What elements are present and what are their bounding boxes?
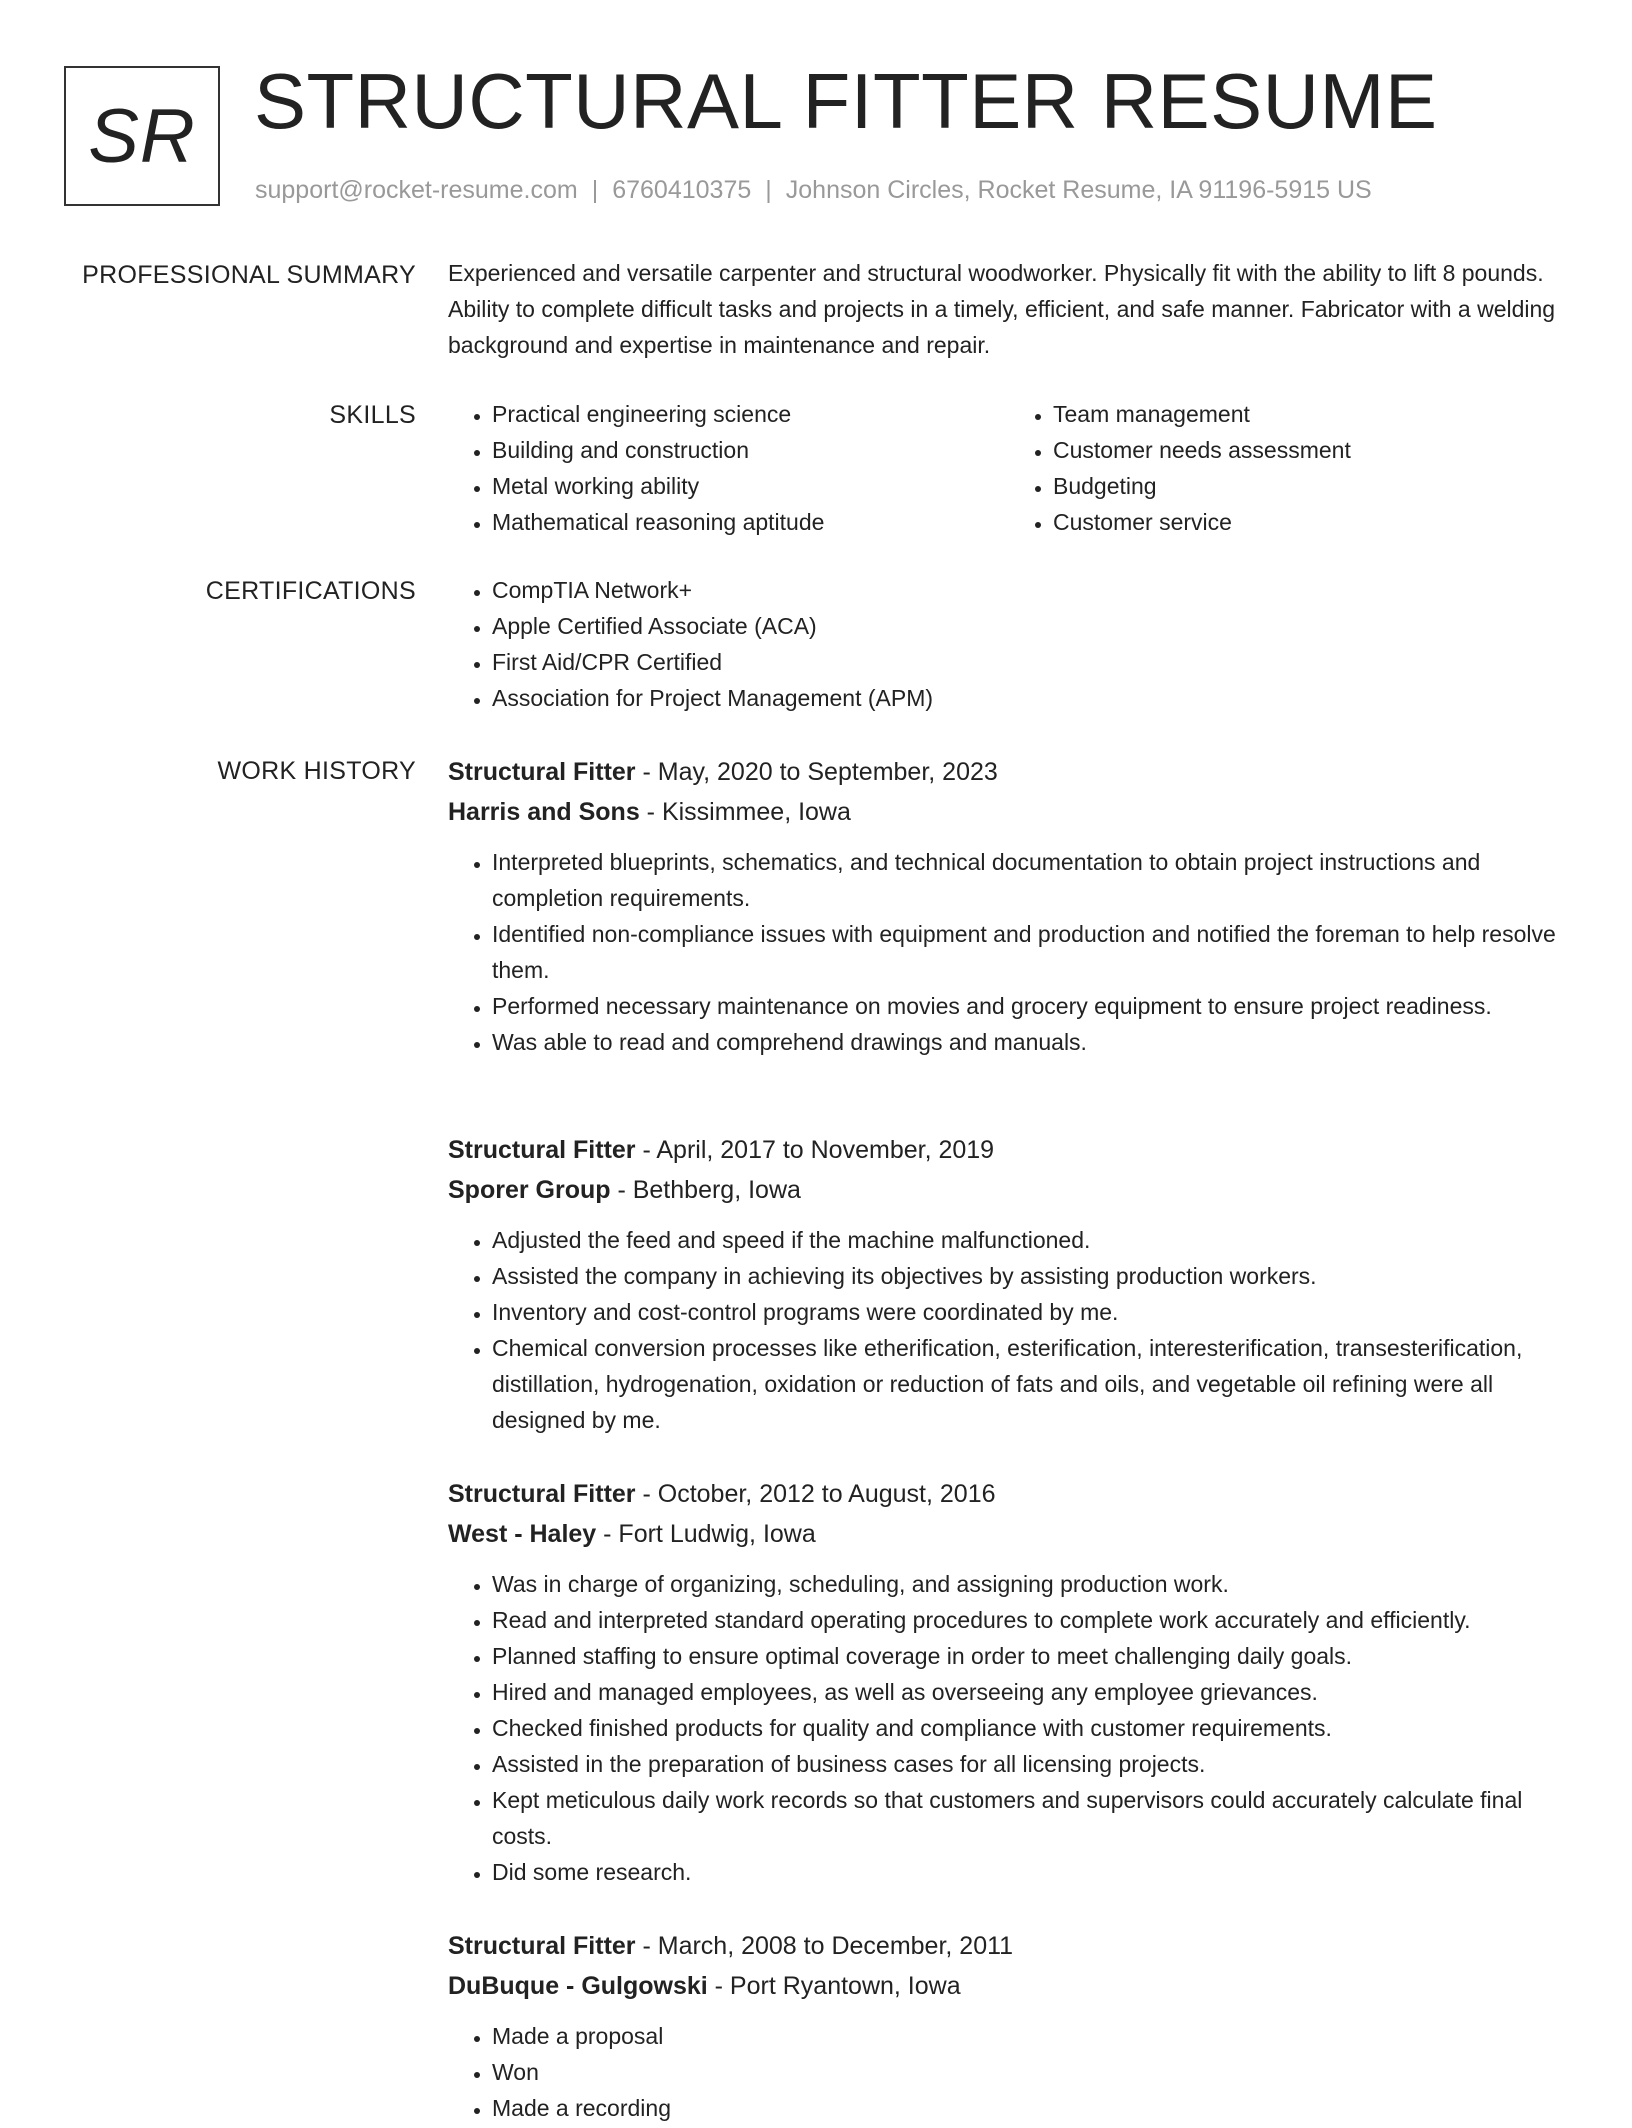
job-duty-item: • Made a recording [492, 2090, 1570, 2126]
job-duty-item: • Interpreted blueprints, schematics, and technical documentation to obtain project instructions and completion requirements. [492, 844, 1570, 916]
contact-line [255, 174, 1372, 206]
skills-list-left [448, 396, 1009, 540]
job-duty-item: • Was in charge of organizing, scheduling, and assigning production work. [492, 1566, 1570, 1602]
contact-separator: | [765, 176, 772, 204]
contact-email: support@rocket-resume.com [255, 176, 578, 204]
section-heading-skills: SKILLS [329, 401, 416, 429]
job-duties-list [448, 2018, 1570, 2126]
job-duty-item: • Inventory and cost-control programs were coordinated by me. [492, 1294, 1570, 1330]
certification-item: • CompTIA Network+ [492, 572, 1570, 608]
section-heading-certifications: CERTIFICATIONS [205, 577, 416, 605]
job-duty-item: • Assisted in the preparation of business cases for all licensing projects. [492, 1746, 1570, 1782]
job-entry [448, 1926, 1570, 2126]
job-company-line [448, 792, 1570, 832]
monogram-badge [64, 66, 220, 206]
skill-item: • Practical engineering science [492, 396, 1009, 432]
certification-item: • Association for Project Management (APM) [492, 680, 1570, 716]
job-duty-item: • Planned staffing to ensure optimal coverage in order to meet challenging daily goals. [492, 1638, 1570, 1674]
skill-item: • Metal working ability [492, 468, 1009, 504]
skill-item: • Building and construction [492, 432, 1009, 468]
job-duty-item: • Was able to read and comprehend drawings and manuals. [492, 1024, 1570, 1060]
job-dates: - April, 2017 to November, 2019 [635, 1136, 995, 1164]
contact-phone: 6760410375 [612, 176, 752, 204]
job-duty-item: • Made a proposal [492, 2018, 1570, 2054]
skill-item: • Mathematical reasoning aptitude [492, 504, 1009, 540]
job-company-line [448, 1170, 1570, 1210]
job-title: Structural Fitter [448, 1480, 636, 1508]
monogram-initials: SR [88, 93, 196, 179]
job-title: Structural Fitter [448, 1932, 636, 1960]
job-location: - Fort Ludwig, Iowa [596, 1520, 816, 1548]
job-duties-list [448, 1222, 1570, 1438]
job-duty-item: • Chemical conversion processes like etherification, esterification, interesterification, transesterification, distillation, hydrogenation, oxidation or reduction of fats and oils, and vegetable oil refining were all designed by me. [492, 1330, 1570, 1438]
skill-item: • Customer needs assessment [1053, 432, 1570, 468]
job-entry [448, 1474, 1570, 1890]
job-duty-item: • Won [492, 2054, 1570, 2090]
job-location: - Kissimmee, Iowa [639, 798, 851, 826]
job-duties-list [448, 844, 1570, 1060]
job-dates: - May, 2020 to September, 2023 [635, 758, 998, 786]
job-location: - Bethberg, Iowa [610, 1176, 801, 1204]
contact-separator: | [591, 176, 599, 204]
job-duty-item: • Did some research. [492, 1854, 1570, 1890]
job-company: West - Haley [448, 1520, 597, 1548]
section-heading-work-history: WORK HISTORY [217, 757, 416, 785]
job-title-line [448, 1130, 1570, 1170]
job-title: Structural Fitter [448, 758, 636, 786]
job-dates: - October, 2012 to August, 2016 [635, 1480, 996, 1508]
job-duty-item: • Checked finished products for quality and compliance with customer requirements. [492, 1710, 1570, 1746]
job-title-line [448, 1474, 1570, 1514]
job-duty-item: • Adjusted the feed and speed if the machine malfunctioned. [492, 1222, 1570, 1258]
job-entry [448, 752, 1570, 1060]
job-company: Sporer Group [448, 1176, 611, 1204]
job-title: Structural Fitter [448, 1136, 636, 1164]
certifications-list [448, 572, 1570, 716]
certification-item: • Apple Certified Associate (ACA) [492, 608, 1570, 644]
skill-item: • Budgeting [1053, 468, 1570, 504]
job-duty-item: • Kept meticulous daily work records so that customers and supervisors could accurately calculate final costs. [492, 1782, 1570, 1854]
job-duties-list [448, 1566, 1570, 1890]
job-location: - Port Ryantown, Iowa [707, 1972, 961, 2000]
job-title-line [448, 752, 1570, 792]
resume-title: STRUCTURAL FITTER RESUME [254, 57, 1438, 145]
job-duty-item: • Performed necessary maintenance on movies and grocery equipment to ensure project readiness. [492, 988, 1570, 1024]
job-duty-item: • Read and interpreted standard operating procedures to complete work accurately and efficiently. [492, 1602, 1570, 1638]
job-dates: - March, 2008 to December, 2011 [635, 1932, 1014, 1960]
skills-list-right [1009, 396, 1570, 540]
job-company: DuBuque - Gulgowski [448, 1972, 708, 2000]
skill-item: • Team management [1053, 396, 1570, 432]
job-duty-item: • Assisted the company in achieving its objectives by assisting production workers. [492, 1258, 1570, 1294]
job-company-line [448, 1514, 1570, 1554]
job-duty-item: • Identified non-compliance issues with equipment and production and notified the foreman to help resolve them. [492, 916, 1570, 988]
job-entry [448, 1130, 1570, 1438]
job-title-line [448, 1926, 1570, 1966]
skill-item: • Customer service [1053, 504, 1570, 540]
job-company: Harris and Sons [448, 798, 640, 826]
job-duty-item: • Hired and managed employees, as well as overseeing any employee grievances. [492, 1674, 1570, 1710]
job-company-line [448, 1966, 1570, 2006]
section-heading-summary: PROFESSIONAL SUMMARY [82, 261, 416, 289]
contact-address: Johnson Circles, Rocket Resume, IA 91196-5915 US [785, 176, 1372, 204]
certification-item: • First Aid/CPR Certified [492, 644, 1570, 680]
summary-text: Experienced and versatile carpenter and structural woodworker. Physically fit with the ability to lift 8 pounds. Ability to complete difficult tasks and projects in a timely, efficient, and safe manner. Fabricator with a welding background and expertise in maintenance and repair. [448, 260, 1556, 358]
